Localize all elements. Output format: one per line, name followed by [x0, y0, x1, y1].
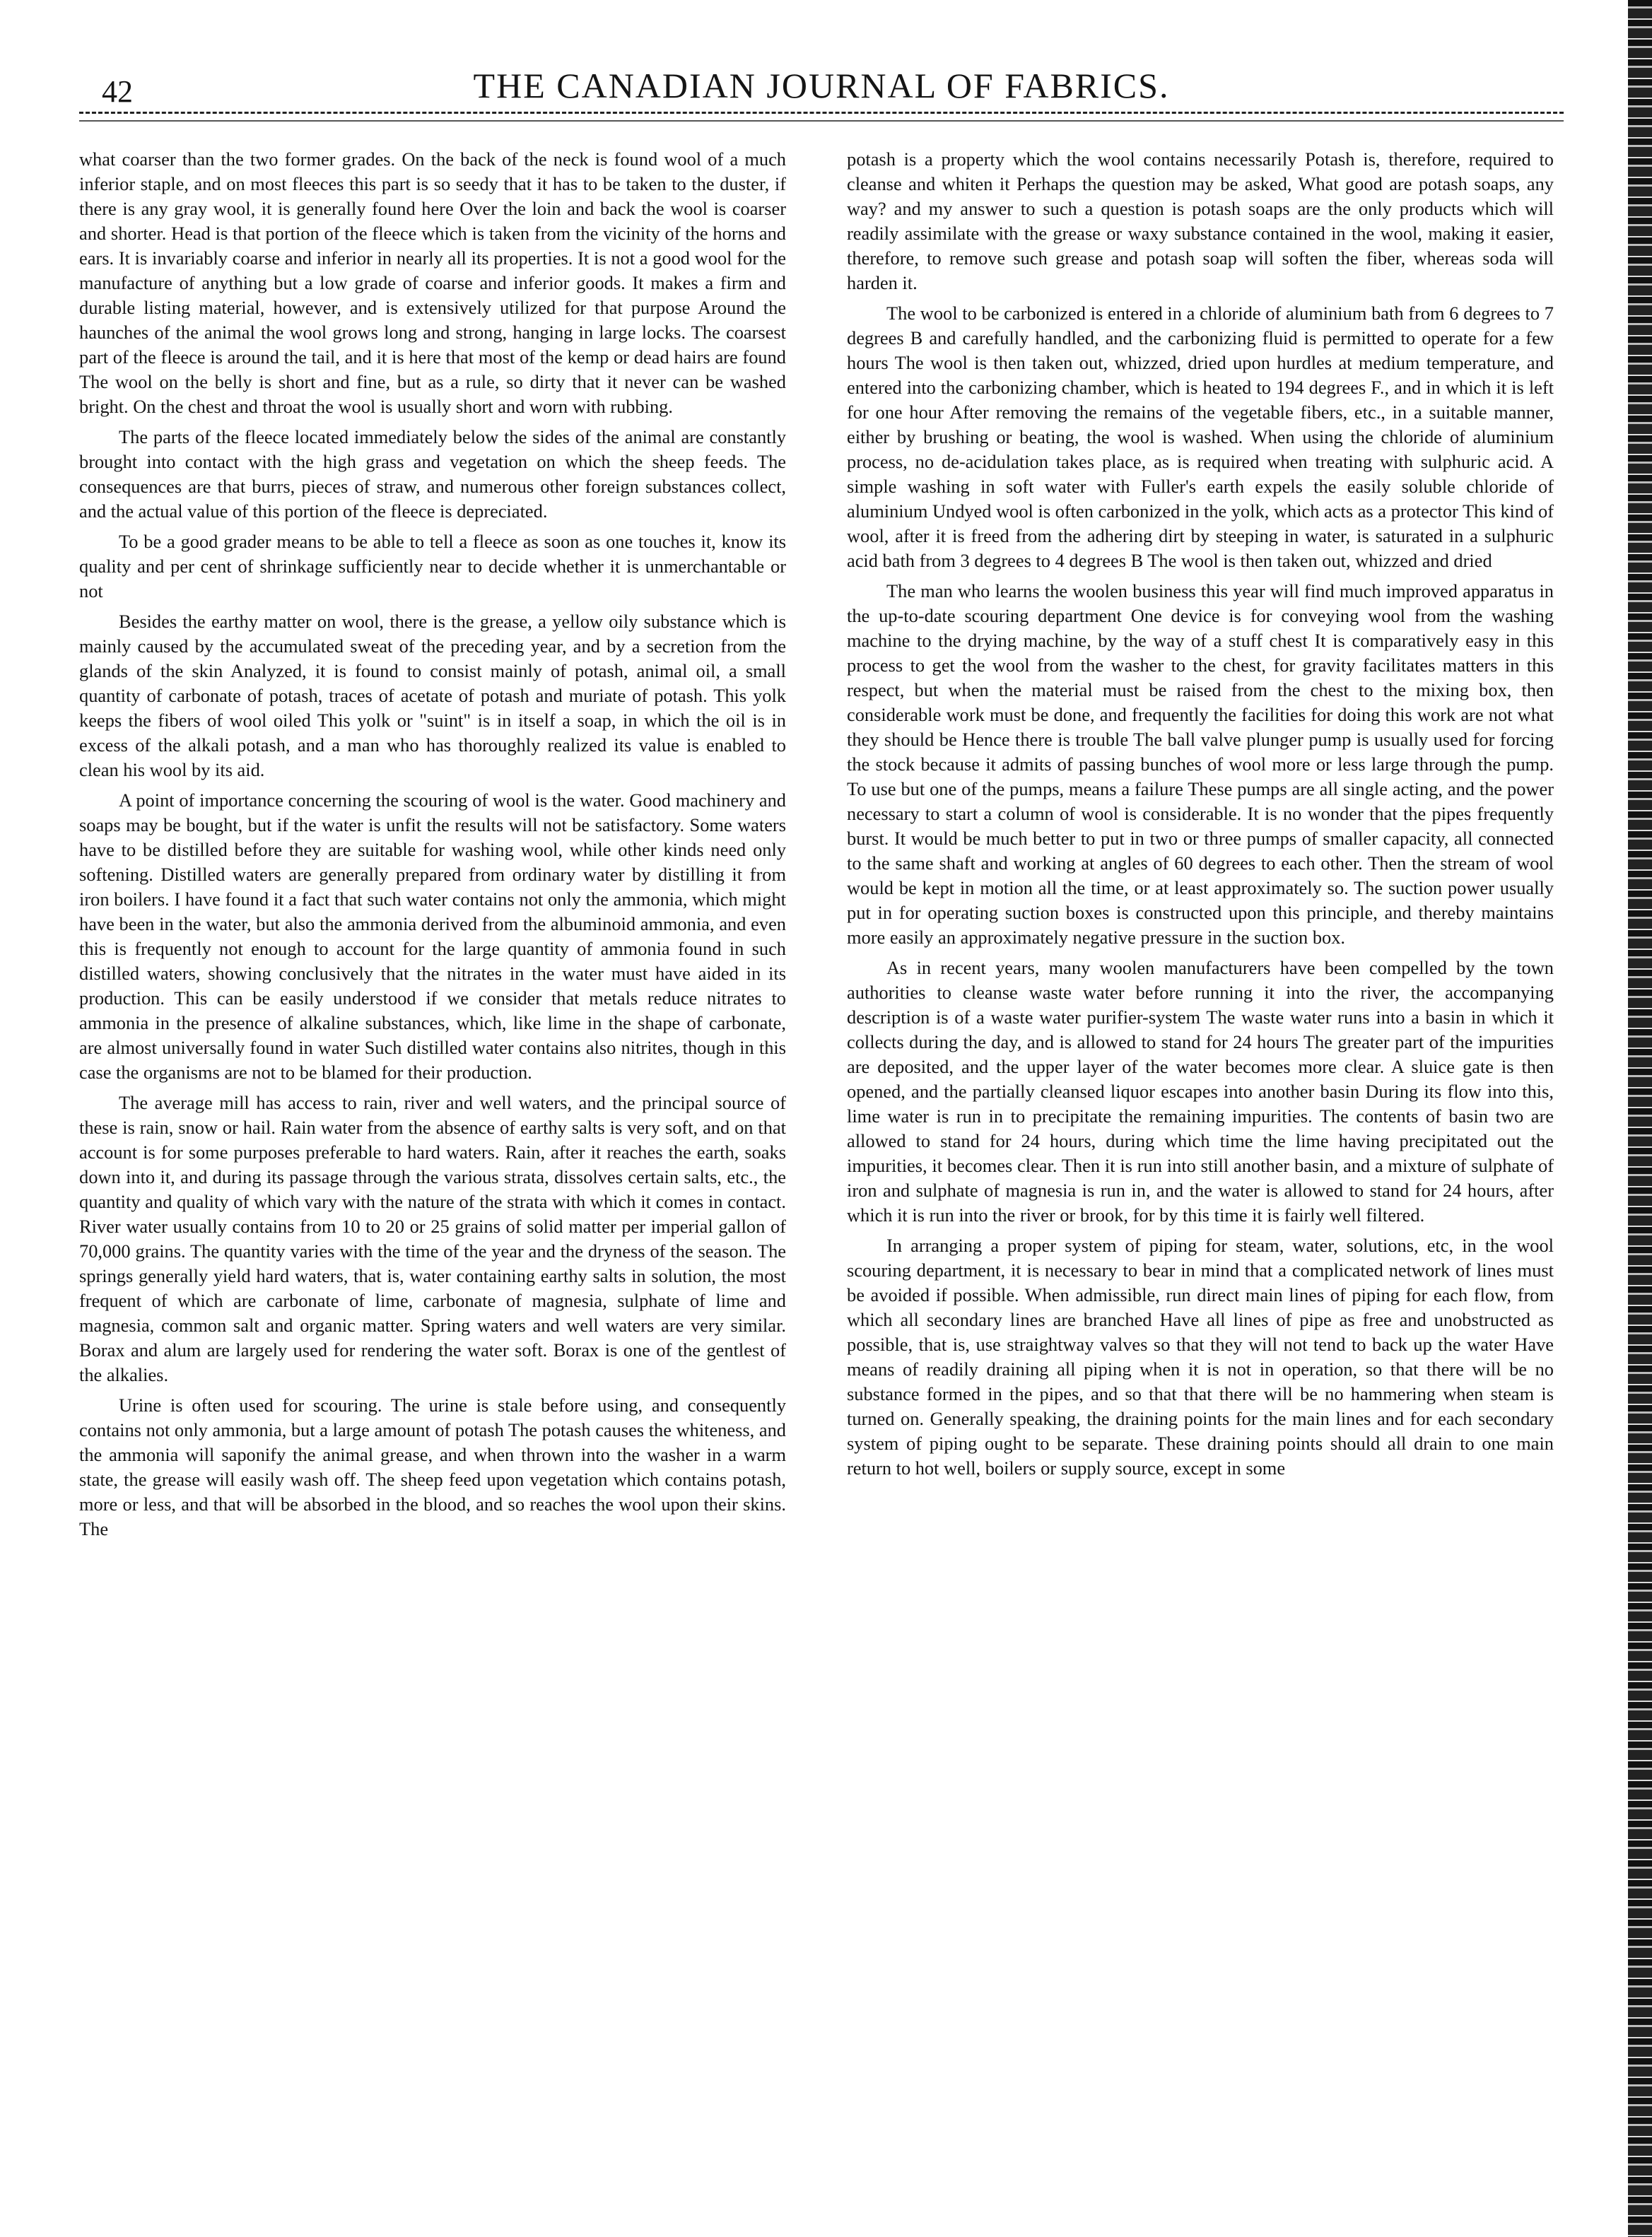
page-number: 42 [102, 74, 133, 109]
header-rule [79, 112, 1564, 114]
journal-title: THE CANADIAN JOURNAL OF FABRICS. [473, 66, 1170, 105]
page-edge-border [1628, 0, 1652, 2237]
paragraph: To be a good grader means to be able to tell a fleece as soon as one touches it, know its quality and per cent of shrinkage sufficiently near to decide whether it is unmerchantable or not [79, 531, 786, 601]
paragraph: Besides the earthy matter on wool, there is the grease, a yellow oily substance which is mainly caused by the accumulated sweat of the preceding year, and by a secretion from the glands of the skin Analyzed, it is found to consist mainly of potash, animal oil, a small quantity of carbonate of potash, traces of acetate of potash and muriate of potash. This yolk keeps the fibers of wool oiled This yolk or "suint" is in itself a soap, in which the oil is in excess of the alkali potash, and a man who has thoroughly realized its value is enabled to clean his wool by its aid. [79, 611, 786, 780]
paragraph: what coarser than the two former grades. On the back of the neck is found wool of a much inferior staple, and on most fleeces this part is so seedy that it has to be taken to the duster, if there is any gray wool, it is generally found here Over the loin and back the wool is coarser and shorter. Head is that portion of the fleece which is taken from the vicinity of the horns and ears. It is invariably coarse and inferior in nearly all its properties. It is not a good wool for the manufacture of anything but a low grade of coarse and inferior goods. It makes a firm and durable listing material, however, and is extensively utilized for that purpose Around the haunches of the animal the wool grows long and strong, hanging in large locks. The coarsest part of the fleece is around the tail, and it is here that most of the kemp or dead hairs are found The wool on the belly is short and fine, but as a rule, so dirty that it never can be washed bright. On the chest and throat the wool is usually short and worn with rubbing. [79, 148, 786, 417]
paragraph: potash is a property which the wool contains necessarily Potash is, therefore, required to cleanse and whiten it Perhaps the question may be asked, What good are potash soaps, any way? and my answer to such a question is potash soaps are the only products which will readily assimilate with the grease or waxy substance contained in the wool, making it easier, therefore, to remove such grease and potash soap will soften the fiber, whereas soda will harden it. [847, 148, 1554, 293]
left-column [79, 147, 786, 2225]
paragraph: A point of importance concerning the scouring of wool is the water. Good machinery and soaps may be bought, but if the water is unfit the results will not be satisfactory. Some waters have to be distilled before they are suitable for washing wool, while other kinds need only softening. Distilled waters are generally prepared from ordinary water by distilling it from iron boilers. I have found it a fact that such water contains not only the ammonia, which might have been in the water, but also the ammonia derived from the albuminoid ammonia, and even this is frequently not enough to account for the large quantity of ammonia found in such distilled waters, showing conclusively that the nitrates in the water must have aided in its production. This can be easily understood if we consider that metals reduce nitrates to ammonia in the presence of alkaline substances, which, like lime in the shape of carbonate, are almost universally found in water Such distilled water contains also nitrites, though in this case the organisms are not to be blamed for their production. [79, 789, 786, 1083]
paragraph: The average mill has access to rain, river and well waters, and the principal source of these is rain, snow or hail. Rain water from the absence of earthy salts is very soft, and on that account is for some purposes preferable to hard waters. Rain, after it reaches the earth, soaks down into it, and during its passage through the various strata, dissolves certain salts, etc., the quantity and quality of which vary with the nature of the strata with which it comes in contact. River water usually contains from 10 to 20 or 25 grains of solid matter per imperial gallon of 70,000 grains. The quantity varies with the time of the year and the dryness of the season. The springs generally yield hard waters, that is, water containing earthy salts in solution, the most frequent of which are carbonate of lime, carbonate of magnesia, sulphate of lime and magnesia, common salt and organic matter. Spring waters and well waters are very similar. Borax and alum are largely used for rendering the water soft. Borax is one of the gentlest of the alkalies. [79, 1092, 786, 1385]
paragraph: The parts of the fleece located immediately below the sides of the animal are constantly brought into contact with the high grass and vegetation on which the sheep feeds. The consequences are that burrs, pieces of straw, and numerous other foreign substances collect, and the actual value of this portion of the fleece is depreciated. [79, 426, 786, 522]
paragraph: As in recent years, many woolen manufacturers have been compelled by the town authorities to cleanse waste water before running it into the river, the accompanying description is of a waste water purifier-system The waste water runs into a basin in which it collects during the day, and is allowed to stand for 24 hours The greater part of the impurities are deposited, and the upper layer of the water becomes more clear. A sluice gate is then opened, and the partially cleansed liquor escapes into another basin During its flow into this, lime water is run in to precipitate the remaining impurities. The contents of basin two are allowed to stand for 24 hours, during which time the lime having precipitated out the impurities, it becomes clear. Then it is run into still another basin, and a mixture of sulphate of iron and sulphate of magnesia is run in, and the water is allowed to stand for 24 hours, after which it is run into the river or brook, for by this time it is fairly well filtered. [847, 957, 1554, 1226]
right-column [847, 147, 1554, 2225]
page-header [79, 65, 1564, 107]
header-rule-secondary [79, 120, 1564, 122]
paragraph: The wool to be carbonized is entered in a chloride of aluminium bath from 6 degrees to 7 degrees B and carefully handled, and the carbonizing fluid is permitted to operate for a few hours The wool is then taken out, whizzed, dried upon hurdles at medium temperature, and entered into the carbonizing chamber, which is heated to 194 degrees F., and in which it is left for one hour After removing the remains of the vegetable fibers, etc., in a suitable manner, either by brushing or beating, the wool is washed. When using the chloride of aluminium process, no de-acidulation takes place, as is required when treating with sulphuric acid. A simple washing in soft water with Fuller's earth expels the easily soluble chloride of aluminium Undyed wool is often carbonized in the yolk, which acts as a protector This kind of wool, after it is freed from the adhering dirt by steeping in water, is saturated in a sulphuric acid bath from 3 degrees to 4 degrees B The wool is then taken out, whizzed and dried [847, 303, 1554, 571]
paragraph: Urine is often used for scouring. The urine is stale before using, and consequently contains not only ammonia, but a large amount of potash The potash causes the whiteness, and the ammonia will saponify the animal grease, and when thrown into the washer in a warm state, the grease will easily wash off. The sheep feed upon vegetation which contains potash, more or less, and that will be absorbed in the blood, and so reaches the wool upon their skins. The [79, 1395, 786, 1539]
paragraph: The man who learns the woolen business this year will find much improved apparatus in the up-to-date scouring department One device is for conveying wool from the washing machine to the drying machine, by the way of a stuff chest It is comparatively easy in this process to get the wool from the washer to the chest, for gravity facilitates matters in this respect, but when the material must be raised from the chest to the mixing box, then considerable work must be done, and frequently the facilities for doing this work are not what they should be Hence there is trouble The ball valve plunger pump is usually used for forcing the stock because it admits of passing bunches of wool more or less large through the pump. To use but one of the pumps, means a failure These pumps are all single acting, and the power necessary to start a column of wool is considerable. It is no wonder that the pipes frequently burst. It would be much better to put in two or three pumps of smaller capacity, all connected to the same shaft and working at angles of 60 degrees to each other. Then the stream of wool would be kept in motion all the time, or at least approximately so. The suction power usually put in for operating suction boxes is constructed upon this principle, and thereby maintains more easily an approximately negative pressure in the suction box. [847, 580, 1554, 948]
paragraph: In arranging a proper system of piping for steam, water, solutions, etc, in the wool scouring department, it is necessary to bear in mind that a complicated network of lines must be avoided if possible. When admissible, run direct main lines of piping for each flow, from which all secondary lines are branched Have all lines of pipe as free and unobstructed as possible, that is, use straightway valves so that they will not tend to back up the water Have means of readily draining all piping when it is not in operation, so that there will be no substance formed in the pipes, and so that that there will be no hammering when steam is turned on. Generally speaking, the draining points for the main lines and for each secondary system of piping ought to be separate. These draining points should all drain to one main return to hot well, boilers or supply source, except in some [847, 1235, 1554, 1479]
